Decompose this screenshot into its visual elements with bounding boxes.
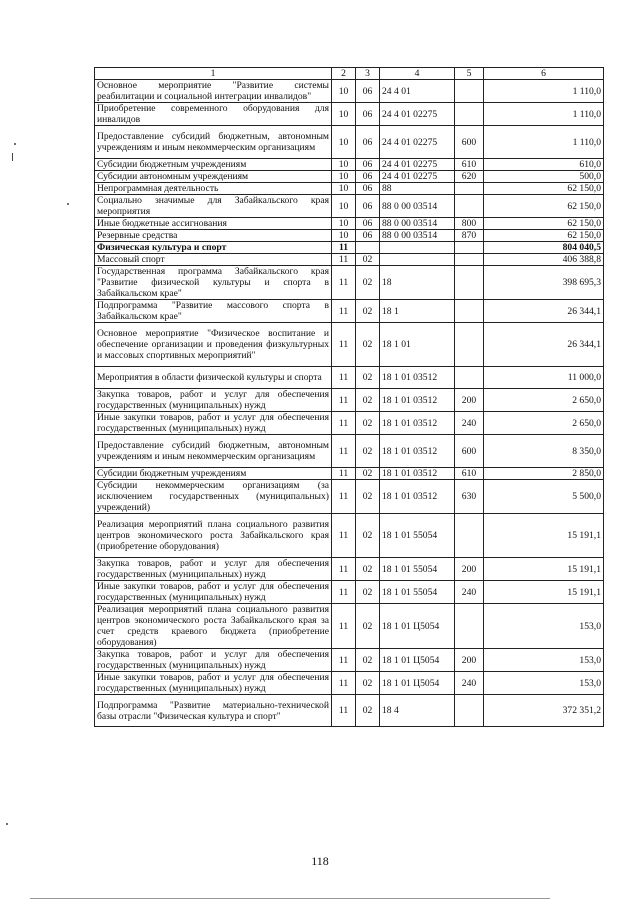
scan-speck — [67, 203, 69, 205]
row-expense-type: 600 — [455, 126, 484, 159]
table-row — [95, 695, 604, 727]
row-name: Основное мероприятие "Развитие системы реабилитации и социальной интеграции инвалидов" — [95, 80, 332, 103]
header-col-expense-type: 5 — [455, 68, 484, 80]
scan-edge-line — [30, 898, 550, 899]
table-body — [95, 80, 604, 727]
row-expense-type: 610 — [455, 468, 484, 480]
table-row — [95, 480, 604, 514]
row-amount: 1 110,0 — [484, 103, 604, 126]
table-row — [95, 242, 604, 254]
table-row — [95, 672, 604, 695]
row-section: 10 — [332, 103, 356, 126]
table-row — [95, 254, 604, 266]
table-row — [95, 159, 604, 171]
row-expense-type — [455, 254, 484, 266]
row-subsection: 02 — [356, 435, 380, 468]
row-section: 10 — [332, 218, 356, 230]
row-target-code: 18 1 01 03512 — [380, 468, 455, 480]
row-name: Реализация мероприятий плана социального развития центров экономического роста Забайкальского края (приобретение оборудования) — [95, 514, 332, 558]
row-subsection: 02 — [356, 695, 380, 727]
row-amount: 2 850,0 — [484, 468, 604, 480]
row-target-code: 18 1 01 03512 — [380, 412, 455, 435]
scan-speck — [6, 823, 8, 825]
row-section: 11 — [332, 254, 356, 266]
row-expense-type: 200 — [455, 649, 484, 672]
row-name: Закупка товаров, работ и услуг для обеспечения государственных (муниципальных) нужд — [95, 389, 332, 412]
row-target-code: 24 4 01 02275 — [380, 126, 455, 159]
row-expense-type — [455, 242, 484, 254]
table-row — [95, 266, 604, 300]
row-name: Закупка товаров, работ и услуг для обеспечения государственных (муниципальных) нужд — [95, 558, 332, 581]
row-expense-type — [455, 367, 484, 389]
row-expense-type — [455, 514, 484, 558]
row-target-code: 18 1 01 03512 — [380, 480, 455, 514]
table-row — [95, 558, 604, 581]
header-col-target-code: 4 — [380, 68, 455, 80]
row-subsection: 02 — [356, 266, 380, 300]
row-section: 11 — [332, 468, 356, 480]
row-subsection: 06 — [356, 126, 380, 159]
row-name: Приобретение современного оборудования для инвалидов — [95, 103, 332, 126]
row-subsection: 06 — [356, 103, 380, 126]
row-target-code: 18 1 01 03512 — [380, 435, 455, 468]
row-name: Физическая культура и спорт — [95, 242, 332, 254]
row-name: Предоставление субсидий бюджетным, автономным учреждениям и иным некоммерческим организациям — [95, 435, 332, 468]
header-col-name: 1 — [95, 68, 332, 80]
row-section: 11 — [332, 266, 356, 300]
row-target-code: 18 1 01 55054 — [380, 514, 455, 558]
row-amount: 62 150,0 — [484, 195, 604, 218]
row-section: 10 — [332, 171, 356, 183]
row-amount: 2 650,0 — [484, 389, 604, 412]
table-row — [95, 323, 604, 367]
table-row — [95, 649, 604, 672]
row-expense-type: 200 — [455, 558, 484, 581]
row-target-code: 24 4 01 02275 — [380, 171, 455, 183]
row-target-code: 18 1 01 Ц5054 — [380, 604, 455, 649]
row-name: Подпрограмма "Развитие массового спорта в Забайкальском крае" — [95, 300, 332, 323]
page-number: 118 — [311, 854, 329, 868]
row-amount: 804 040,5 — [484, 242, 604, 254]
table-row — [95, 171, 604, 183]
row-section: 11 — [332, 672, 356, 695]
scan-speck — [14, 143, 16, 145]
row-target-code — [380, 242, 455, 254]
row-section: 10 — [332, 80, 356, 103]
table-row — [95, 218, 604, 230]
row-section: 10 — [332, 159, 356, 171]
row-amount: 26 344,1 — [484, 323, 604, 367]
row-amount: 398 695,3 — [484, 266, 604, 300]
row-subsection: 06 — [356, 80, 380, 103]
table-row — [95, 195, 604, 218]
table-row — [95, 604, 604, 649]
row-section: 10 — [332, 183, 356, 195]
row-target-code: 18 1 01 Ц5054 — [380, 649, 455, 672]
row-section: 11 — [332, 604, 356, 649]
row-amount: 15 191,1 — [484, 514, 604, 558]
table-row — [95, 435, 604, 468]
row-subsection: 02 — [356, 300, 380, 323]
row-target-code: 24 4 01 02275 — [380, 103, 455, 126]
row-name: Мероприятия в области физической культуры и спорта — [95, 367, 332, 389]
row-target-code: 18 1 01 03512 — [380, 389, 455, 412]
table-row — [95, 514, 604, 558]
row-subsection: 02 — [356, 558, 380, 581]
row-amount: 15 191,1 — [484, 558, 604, 581]
row-expense-type — [455, 604, 484, 649]
row-expense-type: 610 — [455, 159, 484, 171]
row-name: Субсидии бюджетным учреждениям — [95, 159, 332, 171]
row-section: 11 — [332, 323, 356, 367]
row-section: 11 — [332, 480, 356, 514]
row-amount: 62 150,0 — [484, 218, 604, 230]
table-row — [95, 367, 604, 389]
row-expense-type: 800 — [455, 218, 484, 230]
row-amount: 5 500,0 — [484, 480, 604, 514]
row-section: 11 — [332, 389, 356, 412]
row-target-code: 24 4 01 02275 — [380, 159, 455, 171]
row-section: 10 — [332, 126, 356, 159]
row-name: Основное мероприятие "Физическое воспитание и обеспечение организации и проведения физкультурных и массовых спортивных мероприятий" — [95, 323, 332, 367]
row-section: 11 — [332, 514, 356, 558]
row-section: 10 — [332, 195, 356, 218]
row-amount: 153,0 — [484, 604, 604, 649]
table-row — [95, 230, 604, 242]
row-subsection: 06 — [356, 159, 380, 171]
row-name: Непрограммная деятельность — [95, 183, 332, 195]
row-amount: 406 388,8 — [484, 254, 604, 266]
row-target-code: 18 1 01 — [380, 323, 455, 367]
row-subsection: 02 — [356, 604, 380, 649]
row-subsection: 02 — [356, 468, 380, 480]
table-row — [95, 581, 604, 604]
row-target-code — [380, 254, 455, 266]
row-expense-type: 240 — [455, 412, 484, 435]
row-target-code: 24 4 01 — [380, 80, 455, 103]
row-name: Субсидии бюджетным учреждениям — [95, 468, 332, 480]
row-expense-type — [455, 195, 484, 218]
row-amount: 1 110,0 — [484, 80, 604, 103]
row-subsection: 06 — [356, 171, 380, 183]
row-amount: 15 191,1 — [484, 581, 604, 604]
table-row — [95, 389, 604, 412]
row-target-code: 88 0 00 03514 — [380, 230, 455, 242]
row-name: Резервные средства — [95, 230, 332, 242]
row-amount: 372 351,2 — [484, 695, 604, 727]
row-section: 11 — [332, 435, 356, 468]
row-section: 11 — [332, 367, 356, 389]
table-row — [95, 80, 604, 103]
row-amount: 11 000,0 — [484, 367, 604, 389]
row-subsection: 02 — [356, 254, 380, 266]
row-subsection: 02 — [356, 367, 380, 389]
row-amount: 62 150,0 — [484, 183, 604, 195]
row-name: Массовый спорт — [95, 254, 332, 266]
row-name: Социально значимые для Забайкальского края мероприятия — [95, 195, 332, 218]
row-section: 11 — [332, 649, 356, 672]
row-subsection: 06 — [356, 230, 380, 242]
row-expense-type — [455, 323, 484, 367]
row-subsection: 02 — [356, 672, 380, 695]
row-subsection: 06 — [356, 183, 380, 195]
row-expense-type: 600 — [455, 435, 484, 468]
row-expense-type — [455, 103, 484, 126]
table-row — [95, 126, 604, 159]
row-target-code: 18 1 01 55054 — [380, 581, 455, 604]
budget-table — [94, 67, 604, 727]
row-target-code: 18 1 — [380, 300, 455, 323]
row-name: Субсидии некоммерческим организациям (за исключением государственных (муниципальных) учреждений) — [95, 480, 332, 514]
row-subsection — [356, 242, 380, 254]
row-target-code: 18 1 01 55054 — [380, 558, 455, 581]
row-name: Предоставление субсидий бюджетным, автономным учреждениям и иным некоммерческим организациям — [95, 126, 332, 159]
row-target-code: 18 — [380, 266, 455, 300]
row-target-code: 18 1 01 Ц5054 — [380, 672, 455, 695]
row-name: Субсидии автономным учреждениям — [95, 171, 332, 183]
row-name: Иные закупки товаров, работ и услуг для обеспечения государственных (муниципальных) нужд — [95, 412, 332, 435]
row-subsection: 06 — [356, 195, 380, 218]
header-col-subsection: 3 — [356, 68, 380, 80]
row-target-code: 88 0 00 03514 — [380, 218, 455, 230]
row-expense-type — [455, 183, 484, 195]
row-name: Реализация мероприятий плана социального развития центров экономического роста Забайкальского края за счет средств краевого бюджета (приобретение оборудования) — [95, 604, 332, 649]
table-row — [95, 300, 604, 323]
row-section: 10 — [332, 230, 356, 242]
row-section: 11 — [332, 581, 356, 604]
row-subsection: 02 — [356, 581, 380, 604]
row-target-code: 88 0 00 03514 — [380, 195, 455, 218]
row-expense-type: 870 — [455, 230, 484, 242]
row-amount: 610,0 — [484, 159, 604, 171]
row-expense-type: 620 — [455, 171, 484, 183]
row-subsection: 02 — [356, 389, 380, 412]
row-expense-type: 240 — [455, 672, 484, 695]
header-col-section: 2 — [332, 68, 356, 80]
row-name: Подпрограмма "Развитие материально-технической базы отрасли "Физическая культура и спорт" — [95, 695, 332, 727]
row-amount: 153,0 — [484, 672, 604, 695]
row-expense-type — [455, 80, 484, 103]
row-amount: 1 110,0 — [484, 126, 604, 159]
row-expense-type: 240 — [455, 581, 484, 604]
row-subsection: 02 — [356, 514, 380, 558]
row-expense-type: 200 — [455, 389, 484, 412]
row-expense-type — [455, 695, 484, 727]
row-expense-type — [455, 300, 484, 323]
row-amount: 62 150,0 — [484, 230, 604, 242]
row-target-code: 18 4 — [380, 695, 455, 727]
row-name: Иные закупки товаров, работ и услуг для обеспечения государственных (муниципальных) нужд — [95, 672, 332, 695]
row-name: Государственная программа Забайкальского края "Развитие физической культуры и спорта в Забайкальском крае" — [95, 266, 332, 300]
header-col-amount: 6 — [484, 68, 604, 80]
row-amount: 26 344,1 — [484, 300, 604, 323]
row-amount: 500,0 — [484, 171, 604, 183]
row-target-code: 88 — [380, 183, 455, 195]
table-row — [95, 412, 604, 435]
row-subsection: 02 — [356, 412, 380, 435]
row-section: 11 — [332, 412, 356, 435]
row-subsection: 02 — [356, 323, 380, 367]
table-row — [95, 183, 604, 195]
table-row — [95, 103, 604, 126]
row-name: Иные бюджетные ассигнования — [95, 218, 332, 230]
row-subsection: 02 — [356, 480, 380, 514]
row-name: Иные закупки товаров, работ и услуг для обеспечения государственных (муниципальных) нужд — [95, 581, 332, 604]
table-row — [95, 468, 604, 480]
row-section: 11 — [332, 695, 356, 727]
row-subsection: 06 — [356, 218, 380, 230]
row-amount: 2 650,0 — [484, 412, 604, 435]
scan-speck — [12, 153, 13, 161]
row-section: 11 — [332, 242, 356, 254]
row-subsection: 02 — [356, 649, 380, 672]
header-row — [95, 68, 604, 80]
row-amount: 153,0 — [484, 649, 604, 672]
row-target-code: 18 1 01 03512 — [380, 367, 455, 389]
row-section: 11 — [332, 558, 356, 581]
row-expense-type: 630 — [455, 480, 484, 514]
row-name: Закупка товаров, работ и услуг для обеспечения государственных (муниципальных) нужд — [95, 649, 332, 672]
row-amount: 8 350,0 — [484, 435, 604, 468]
row-section: 11 — [332, 300, 356, 323]
row-expense-type — [455, 266, 484, 300]
